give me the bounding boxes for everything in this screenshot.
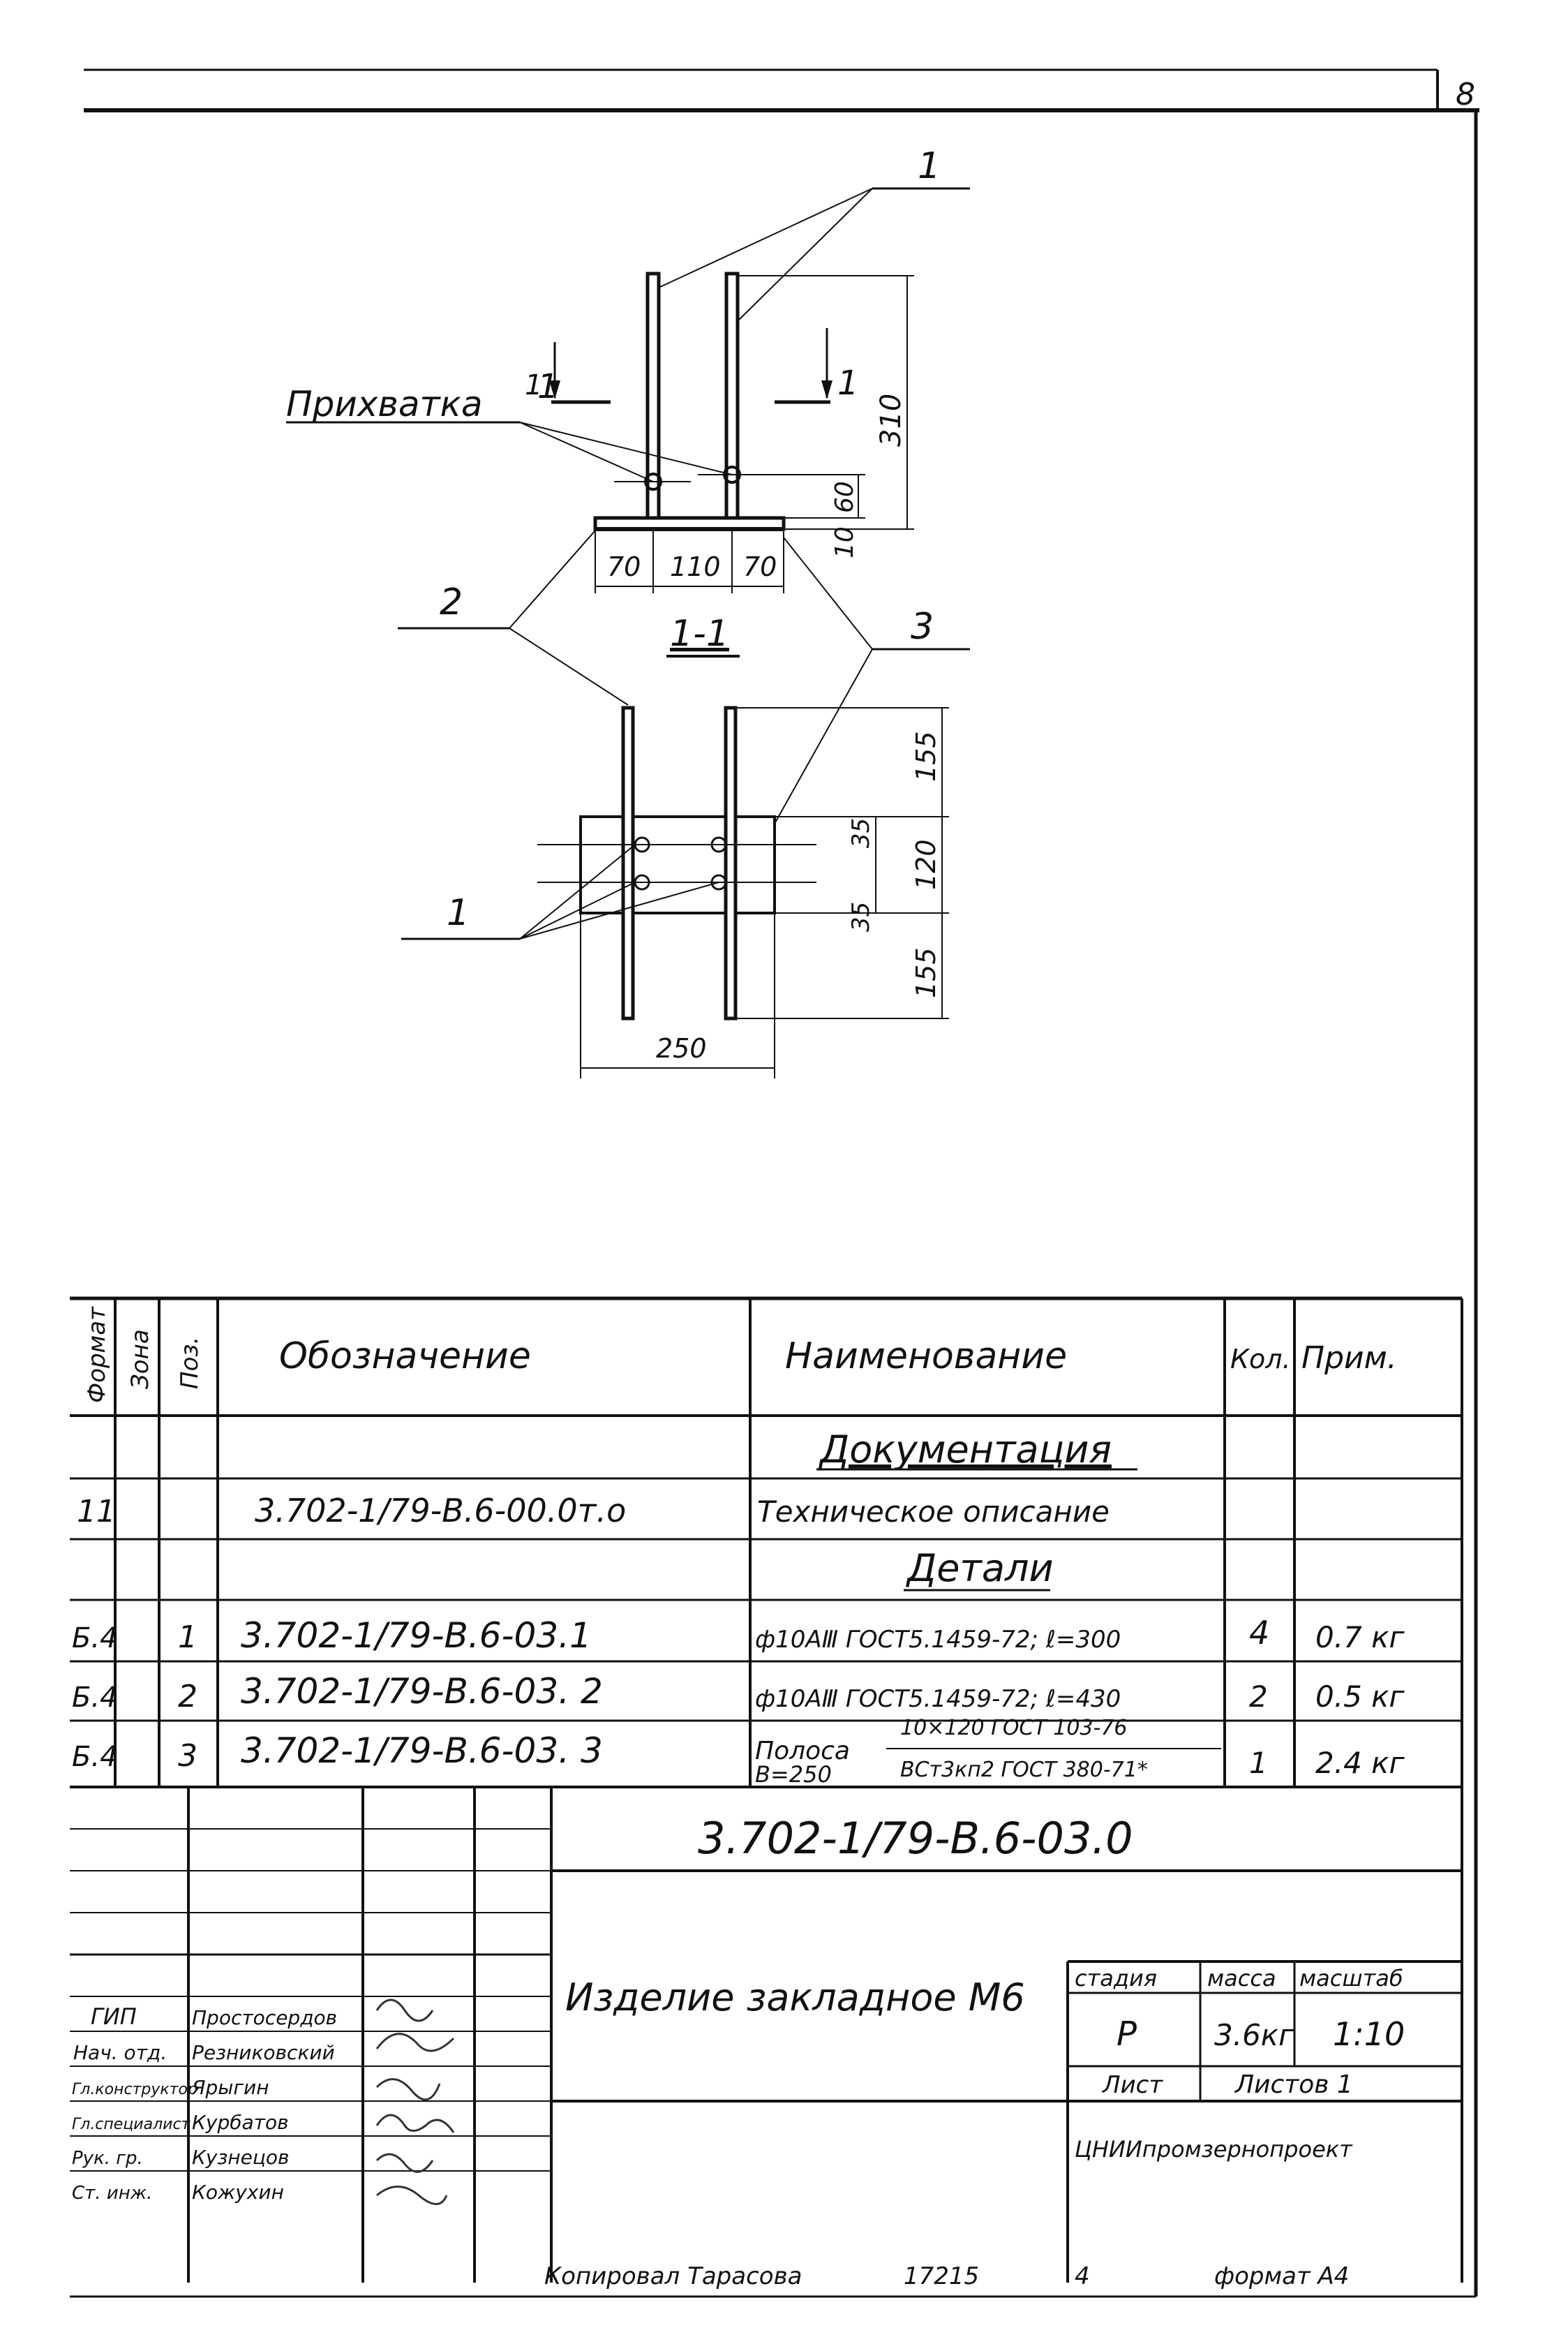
footer-num: 4 xyxy=(1075,2262,1090,2290)
row3-name-line2: В=250 xyxy=(755,1761,832,1788)
rod-plan-right xyxy=(726,708,736,1018)
callout-2: 2 xyxy=(440,581,463,623)
col-scale: масштаб xyxy=(1299,1965,1403,1992)
section-title: 1-1 xyxy=(670,613,729,655)
header-qty: Кол. xyxy=(1230,1344,1291,1374)
row3-note: 2.4 кг xyxy=(1315,1746,1405,1780)
callout-1-bottom: 1 xyxy=(447,892,470,934)
row2-qty: 2 xyxy=(1249,1679,1268,1714)
handwritten-signatures xyxy=(377,2000,454,2204)
sig-name: Простосердов xyxy=(192,2006,338,2029)
dim-length-155-bottom: 155 xyxy=(911,947,941,998)
spec-table xyxy=(70,1298,1462,1788)
plan-view xyxy=(401,708,949,1078)
row3-fraction-bottom: ВСт3кп2 ГОСТ 380-71* xyxy=(900,1758,1148,1782)
header-zone: Зона xyxy=(126,1329,154,1389)
section-mark-left: 1 xyxy=(537,367,559,406)
row3-designation: 3.702-1/79-В.6-03. 3 xyxy=(241,1730,603,1771)
sig-name: Курбатов xyxy=(192,2111,289,2134)
row2-pos: 2 xyxy=(178,1679,197,1714)
header-name: Наименование xyxy=(785,1335,1068,1377)
row1-pos: 1 xyxy=(178,1619,197,1655)
row2-format: Б.4 xyxy=(72,1682,118,1714)
sig-name: Кузнецов xyxy=(192,2146,290,2169)
row2-designation: 3.702-1/79-В.6-03. 2 xyxy=(241,1671,603,1712)
row3-fraction-top: 10×120 ГОСТ 103-76 xyxy=(900,1716,1128,1740)
sig-name: Ярыгин xyxy=(192,2076,269,2099)
sheet-number: 8 xyxy=(1456,77,1475,112)
rod-plan-left xyxy=(623,708,633,1018)
weld-label-mark: 1 xyxy=(525,369,543,401)
header-format: Формат xyxy=(83,1307,111,1403)
row1-name: ф10АⅢ ГОСТ5.1459-72; ℓ=300 xyxy=(755,1626,1121,1654)
dim-height-top: 310 xyxy=(875,393,907,447)
row3-qty: 1 xyxy=(1249,1746,1268,1780)
scale-value: 1:10 xyxy=(1333,2015,1405,2053)
section-documentation: Документация xyxy=(820,1427,1112,1471)
section-mark-right: 1 xyxy=(837,364,859,403)
doc-designation: 3.702-1/79-В.6-00.0т.о xyxy=(255,1492,627,1529)
dim-thickness-10: 10 xyxy=(830,526,859,558)
row2-name: ф10АⅢ ГОСТ5.1459-72; ℓ=430 xyxy=(755,1685,1121,1713)
drawing-code: 3.702-1/79-В.6-03.0 xyxy=(698,1813,1133,1864)
sig-role: Нач. отд. xyxy=(73,2041,167,2064)
title-block xyxy=(70,1787,1462,2290)
row3-pos: 3 xyxy=(178,1738,197,1774)
weld-label: Прихватка xyxy=(286,384,483,424)
row1-designation: 3.702-1/79-В.6-03.1 xyxy=(241,1615,592,1656)
sig-name: Резниковский xyxy=(192,2041,335,2064)
row3-name-line1: Полоса xyxy=(755,1737,850,1765)
stage-value: Р xyxy=(1117,2015,1137,2054)
sheet-label: Лист xyxy=(1103,2071,1163,2099)
col-mass: масса xyxy=(1207,1965,1276,1992)
mass-value: 3.6кг xyxy=(1214,2018,1294,2052)
footer-format: формат А4 xyxy=(1214,2262,1350,2290)
dim-offset-35-bottom: 35 xyxy=(847,901,875,932)
header-designation: Обозначение xyxy=(279,1335,531,1377)
doc-format: 11 xyxy=(77,1494,116,1529)
footer-order: 17215 xyxy=(904,2262,980,2290)
dim-spacing-70-right: 70 xyxy=(743,551,777,582)
dim-spacing-110: 110 xyxy=(670,551,721,582)
section-parts: Детали xyxy=(907,1546,1054,1590)
row1-note: 0.7 кг xyxy=(1315,1620,1405,1654)
sig-role: Ст. инж. xyxy=(72,2183,153,2204)
dim-offset-60: 60 xyxy=(830,481,859,513)
dim-length-155-top: 155 xyxy=(911,731,941,782)
doc-name: Техническое описание xyxy=(757,1495,1110,1529)
row1-format: Б.4 xyxy=(72,1622,118,1654)
callout-3: 3 xyxy=(911,606,934,648)
sig-role: Гл.конструктор xyxy=(72,2081,197,2098)
header-note: Прим. xyxy=(1301,1340,1397,1376)
dim-offset-35-top: 35 xyxy=(847,817,875,848)
dim-spacing-70-left: 70 xyxy=(607,551,641,582)
dim-length-250: 250 xyxy=(656,1033,707,1064)
sheets-label: Листов 1 xyxy=(1235,2070,1353,2099)
sig-role: Гл.специалист xyxy=(72,2116,191,2133)
row1-qty: 4 xyxy=(1249,1614,1270,1652)
item-name: Изделие закладное М6 xyxy=(565,1975,1025,2019)
sig-role: Рук. гр. xyxy=(72,2148,143,2169)
footer-copied: Копировал Тарасова xyxy=(544,2262,802,2290)
callout-1-top: 1 xyxy=(918,145,941,187)
sig-role: ГИП xyxy=(91,2003,137,2030)
col-stage: стадия xyxy=(1075,1965,1158,1992)
row3-format: Б.4 xyxy=(72,1741,118,1773)
dim-width-120: 120 xyxy=(911,839,941,890)
row2-note: 0.5 кг xyxy=(1315,1679,1405,1714)
header-pos: Поз. xyxy=(176,1336,204,1389)
sig-name: Кожухин xyxy=(192,2181,284,2204)
organization: ЦНИИпромзернопроект xyxy=(1075,2136,1352,2163)
